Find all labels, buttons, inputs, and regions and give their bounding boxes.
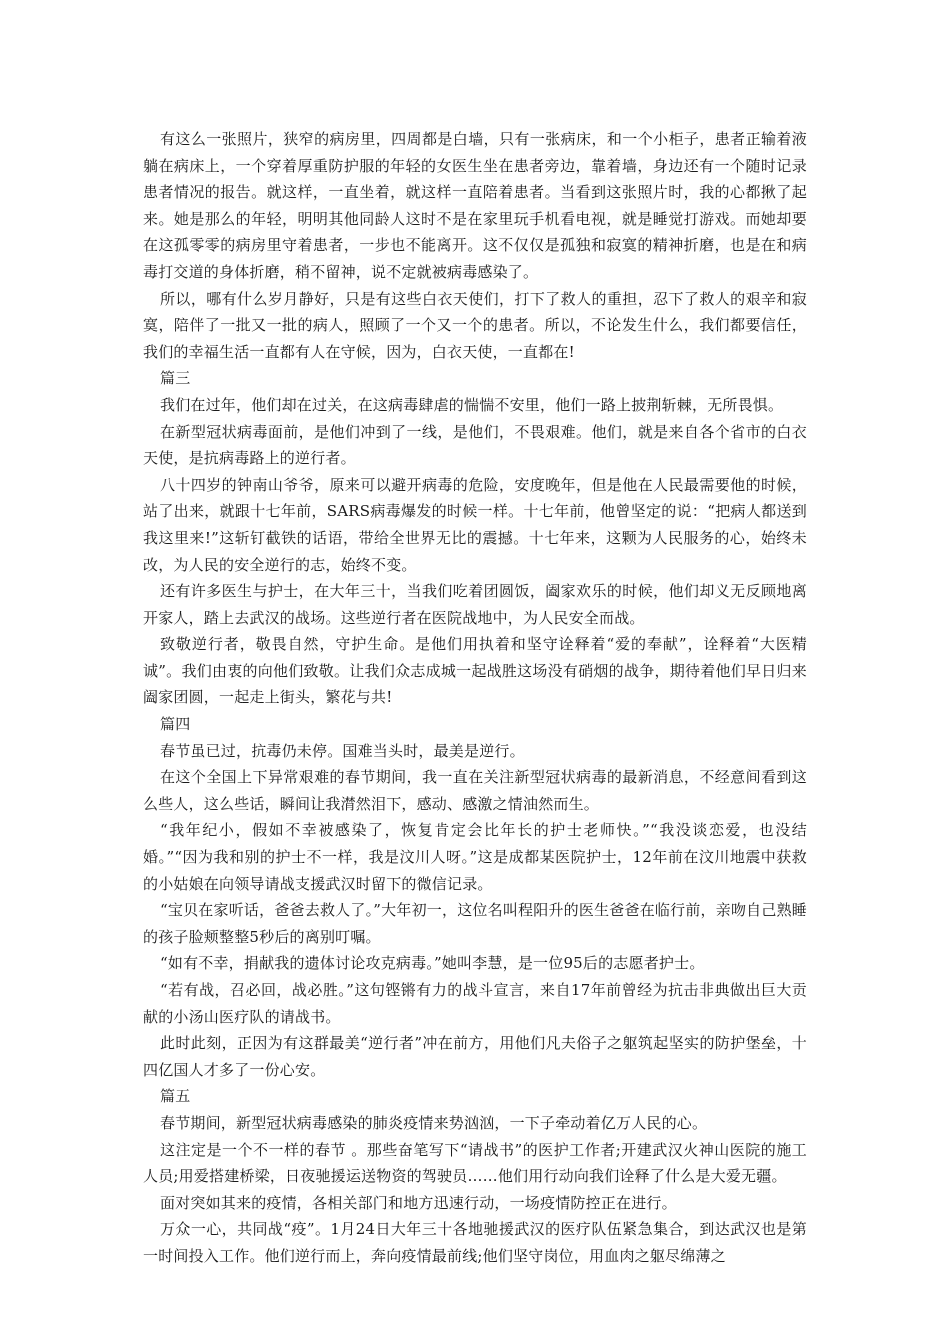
- paragraph: 在这个全国上下异常艰难的春节期间，我一直在关注新型冠状病毒的最新消息，不经意间看到这么些人，这么些话，瞬间让我潸然泪下，感动、感激之情油然而生。: [143, 768, 807, 813]
- paragraph: 这注定是一个不一样的春节 。那些奋笔写下“请战书”的医护工作者;开建武汉火神山医院的施工人员;用爱搭建桥梁，日夜驰援运送物资的驾驶员……他们用行动向我们诠释了什么是大爱无疆。: [143, 1140, 807, 1186]
- section-heading: 篇三: [160, 369, 191, 388]
- paragraph: 面对突如其来的疫情，各相关部门和地方迅速行动，一场疫情防控正在进行。: [160, 1193, 677, 1212]
- paragraph: 八十四岁的钟南山爷爷，原来可以避开病毒的危险，安度晚年，但是他在人民最需要他的时候，站了出来，就跟十七年前，SARS病毒爆发的时候一样。十七年前，他曾坚定的说：“把病人都送到我这里来!”这斩钉截铁的话语，带给全世界无比的震撼。十七年来，这颗为人民服务的心，始终未改，为人民的安全逆行的志，始终不变。: [143, 475, 807, 574]
- section-heading: 篇四: [160, 715, 191, 734]
- paragraph: 致敬逆行者，敬畏自然，守护生命。是他们用执着和坚守诠释着“爱的奉献”，诠释着“大医精诚”。我们由衷的向他们致敬。让我们众志成城一起战胜这场没有硝烟的战争，期待着他们早日归来阖家团圆，一起走上街头，繁花与共!: [143, 635, 807, 707]
- section-heading: 篇五: [160, 1087, 191, 1106]
- paragraph: “我年纪小，假如不幸被感染了，恢复肯定会比年长的护士老师快。”“我没谈恋爱，也没结婚。”“因为我和别的护士不一样，我是汶川人呀。”这是成都某医院护士，12年前在汶川地震中获救的小姑娘在向领导请战支援武汉时留下的微信记录。: [143, 821, 807, 893]
- paragraph: 我们在过年，他们却在过关，在这病毒肆虐的惴惴不安里，他们一路上披荆斩棘，无所畏惧。: [160, 395, 784, 414]
- paragraph: 春节虽已过，抗毒仍未停。国难当头时，最美是逆行。: [160, 741, 525, 760]
- paragraph: “宝贝在家听话，爸爸去救人了。”大年初一，这位名叫程阳升的医生爸爸在临行前，亲吻自己熟睡的孩子脸颊整整5秒后的离别叮嘱。: [143, 901, 807, 946]
- paragraph: 春节期间，新型冠状病毒感染的肺炎疫情来势汹汹，一下子牵动着亿万人民的心。: [160, 1113, 708, 1132]
- paragraph: 所以，哪有什么岁月静好，只是有这些白衣天使们，打下了救人的重担，忍下了救人的艰辛和寂寞，陪伴了一批又一批的病人，照顾了一个又一个的患者。所以，不论发生什么，我们都要信任，我们的幸福生活一直都有人在守候，因为，白衣天使，一直都在!: [143, 289, 807, 361]
- paragraph: 在新型冠状病毒面前，是他们冲到了一线，是他们，不畏艰难。他们，就是来自各个省市的白衣天使，是抗病毒路上的逆行者。: [143, 422, 807, 468]
- paragraph: 有这么一张照片，狭窄的病房里，四周都是白墙，只有一张病床，和一个小柜子，患者正输着液躺在病床上，一个穿着厚重防护服的年轻的女医生坐在患者旁边，靠着墙，身边还有一个随时记录患者情况的报告。就这样，一直坐着，就这样一直陪着患者。当看到这张照片时，我的心都揪了起来。她是那么的年轻，明明其他同龄人这时不是在家里玩手机看电视，就是睡觉打游戏。而她却要在这孤零零的病房里守着患者，一步也不能离开。这不仅仅是孤独和寂寞的精神折磨，也是在和病毒打交道的身体折磨，稍不留神，说不定就被病毒感染了。: [143, 130, 807, 281]
- paragraph: 还有许多医生与护士，在大年三十，当我们吃着团圆饭，阖家欢乐的时候，他们却义无反顾地离开家人，踏上去武汉的战场。这些逆行者在医院战地中，为人民安全而战。: [143, 582, 807, 627]
- paragraph: 此时此刻，正因为有这群最美“逆行者”冲在前方，用他们凡夫俗子之躯筑起坚实的防护堡垒，十四亿国人才多了一份心安。: [143, 1034, 807, 1079]
- paragraph: 万众一心，共同战“疫”。1月24日大年三十各地驰援武汉的医疗队伍紧急集合，到达武汉也是第一时间投入工作。他们逆行而上，奔向疫情最前线;他们坚守岗位，用血肉之躯尽绵薄之: [143, 1220, 807, 1265]
- paragraph: “若有战，召必回，战必胜。”这句铿锵有力的战斗宣言，来自17年前曾经为抗击非典做出巨大贡献的小汤山医疗队的请战书。: [143, 981, 807, 1026]
- document-body: [143, 126, 807, 1270]
- paragraph: “如有不幸，捐献我的遗体讨论攻克病毒。”她叫李慧，是一位95后的志愿者护士。: [160, 954, 705, 973]
